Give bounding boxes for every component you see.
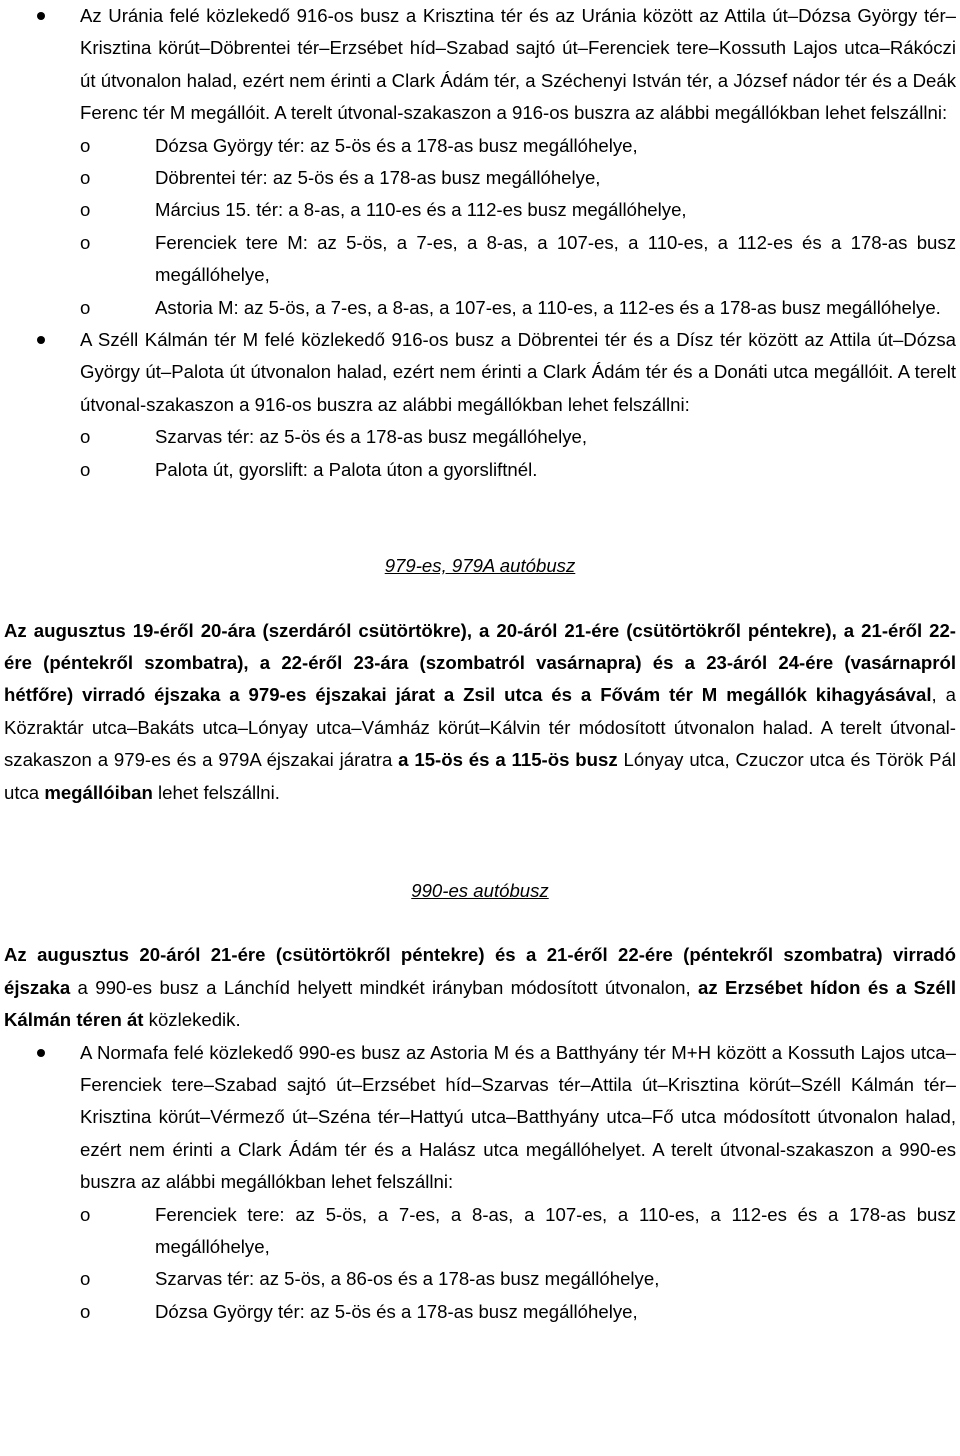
stop-item — [0, 1296, 960, 1328]
stop-item — [0, 1263, 960, 1295]
bullet-990-normafa — [0, 1037, 960, 1199]
bold-text: Az augusztus 19-éről 20-ára (szerdáról csütörtökre), a 20-áról 21-ére (csütörtökről péntekre), a 21-éről 22-ére (péntekről szombatra), a 22-éről 23-ára (szombatról vasárnapra) és a 23-áról 24-ére (vasárnapról hétfőre) virradó éjszaka a 979-es éjszakai járat a Zsil utca és a Fővám tér M megállók kihagyásával — [4, 619, 956, 706]
circle-bullet-icon: o — [80, 199, 91, 221]
bullet-dot-icon — [37, 1049, 45, 1057]
circle-bullet-icon: o — [80, 296, 91, 318]
stop-item — [0, 421, 960, 453]
bold-text: megállóiban — [44, 781, 153, 803]
bold-text: Az augusztus 20-áról 21-ére (csütörtökről péntekre) és a 21-éről 22-ére (péntekről szombatra) virradó éjszaka — [4, 944, 956, 998]
stop-text: Palota út, gyorslift: a Palota úton a gyorsliftnél. — [155, 458, 538, 480]
body-text: közlekedik. — [143, 1009, 241, 1031]
stop-text: Dózsa György tér: az 5-ös és a 178-as busz megállóhelye, — [155, 134, 638, 156]
body-text: lehet felszállni. — [152, 781, 280, 803]
bullet-text: A Normafa felé közlekedő 990-es busz az Astoria M és a Batthyány tér M+H között a Kossuth Lajos utca–Ferenciek tere–Szabad sajtó út–Erzsébet híd–Szarvas tér–Attila út–Krisztina körút–Széll Kálmán tér–Krisztina körút–Vérmező út–Széna tér–Hattyú utca–Batthyány utca–Fő utca módosított útvonalon halad, ezért nem érinti a Clark Ádám tér és a Halász utca megállóhelyet. A terelt útvonal-szakaszon a 990-es buszra az alábbi megállókban lehet felszállni: — [80, 1041, 956, 1193]
circle-bullet-icon: o — [80, 134, 91, 156]
stop-item — [0, 292, 960, 324]
stop-item — [0, 227, 960, 292]
bold-text: a 15-ös és a 115-ös busz — [398, 749, 618, 771]
bullet-dot-icon — [37, 12, 45, 20]
circle-bullet-icon: o — [80, 231, 91, 253]
stop-text: Dózsa György tér: az 5-ös és a 178-as busz megállóhelye, — [155, 1300, 638, 1322]
circle-bullet-icon: o — [80, 1203, 91, 1225]
circle-bullet-icon: o — [80, 1300, 91, 1322]
bold-text: az Erzsébet hídon és a Széll Kálmán téren át — [4, 976, 957, 1031]
bullet-text: A Széll Kálmán tér M felé közlekedő 916-os busz a Döbrentei tér és a Dísz tér között az Attila út–Dózsa György út–Palota út útvonalon halad, ezért nem érinti a Clark Ádám tér és a Donáti utca megállóit. A terelt útvonal-szakaszon a 916-os buszra az alábbi megállókban lehet felszállni: — [80, 329, 956, 415]
circle-bullet-icon: o — [80, 1268, 91, 1290]
stop-text: Ferenciek tere M: az 5-ös, a 7-es, a 8-as, a 107-es, a 110-es, a 112-es és a 178-as busz megállóhelye, — [155, 231, 956, 286]
stop-item — [0, 454, 960, 486]
stop-text: Március 15. tér: a 8-as, a 110-es és a 112-es busz megállóhelye, — [155, 199, 687, 221]
circle-bullet-icon: o — [80, 167, 91, 189]
section-heading-990: 990-es autóbusz — [411, 879, 549, 901]
bullet-text: Az Uránia felé közlekedő 916-os busz a Krisztina tér és az Uránia között az Attila út–Dózsa György tér–Krisztina körút–Döbrentei tér–Erzsébet híd–Szabad sajtó út–Ferenciek tere–Kossuth Lajos utca–Rákóczi út útvonalon halad, ezért nem érinti a Clark Ádám tér, a Széchenyi István tér, a József nádor tér és a Deák Ferenc tér M megállóit. A terelt útvonal-szakaszon a 916-os buszra az alábbi megállókban lehet felszállni: — [80, 5, 956, 124]
paragraph-990 — [0, 939, 960, 1036]
body-text: , a Közraktár utca–Bakáts utca–Lónyay utca–Vámház körút–Kálvin tér módosított útvonalon halad. A terelt útvonal-szakaszon a 979-es és a 979A éjszakai járatra — [4, 684, 956, 771]
bullet-dot-icon — [37, 336, 45, 344]
stop-text: Astoria M: az 5-ös, a 7-es, a 8-as, a 107-es, a 110-es, a 112-es és a 178-as busz megállóhelye. — [155, 296, 941, 318]
circle-bullet-icon: o — [80, 426, 91, 448]
stop-text: Szarvas tér: az 5-ös és a 178-as busz megállóhelye, — [155, 426, 588, 448]
stop-text: Döbrentei tér: az 5-ös és a 178-as busz megállóhelye, — [155, 167, 601, 189]
body-text: Lónyay utca, Czuczor utca és Török Pál utca — [4, 749, 956, 803]
stop-item — [0, 1199, 960, 1264]
bullet-916-szell — [0, 324, 960, 421]
section-heading-979: 979-es, 979A autóbusz — [384, 555, 576, 577]
stop-item — [0, 194, 960, 226]
bullet-916-uránia — [0, 0, 960, 130]
circle-bullet-icon: o — [80, 458, 91, 480]
stop-text: Szarvas tér: az 5-ös, a 86-os és a 178-as busz megállóhelye, — [155, 1268, 660, 1290]
stop-text: Ferenciek tere: az 5-ös, a 7-es, a 8-as, a 107-es, a 110-es, a 112-es és a 178-as busz megállóhelye, — [155, 1203, 956, 1257]
body-text: a 990-es busz a Lánchíd helyett mindkét irányban módosított útvonalon, — [70, 976, 699, 998]
stop-item — [0, 162, 960, 194]
stop-item — [0, 130, 960, 162]
paragraph-979 — [0, 615, 960, 809]
